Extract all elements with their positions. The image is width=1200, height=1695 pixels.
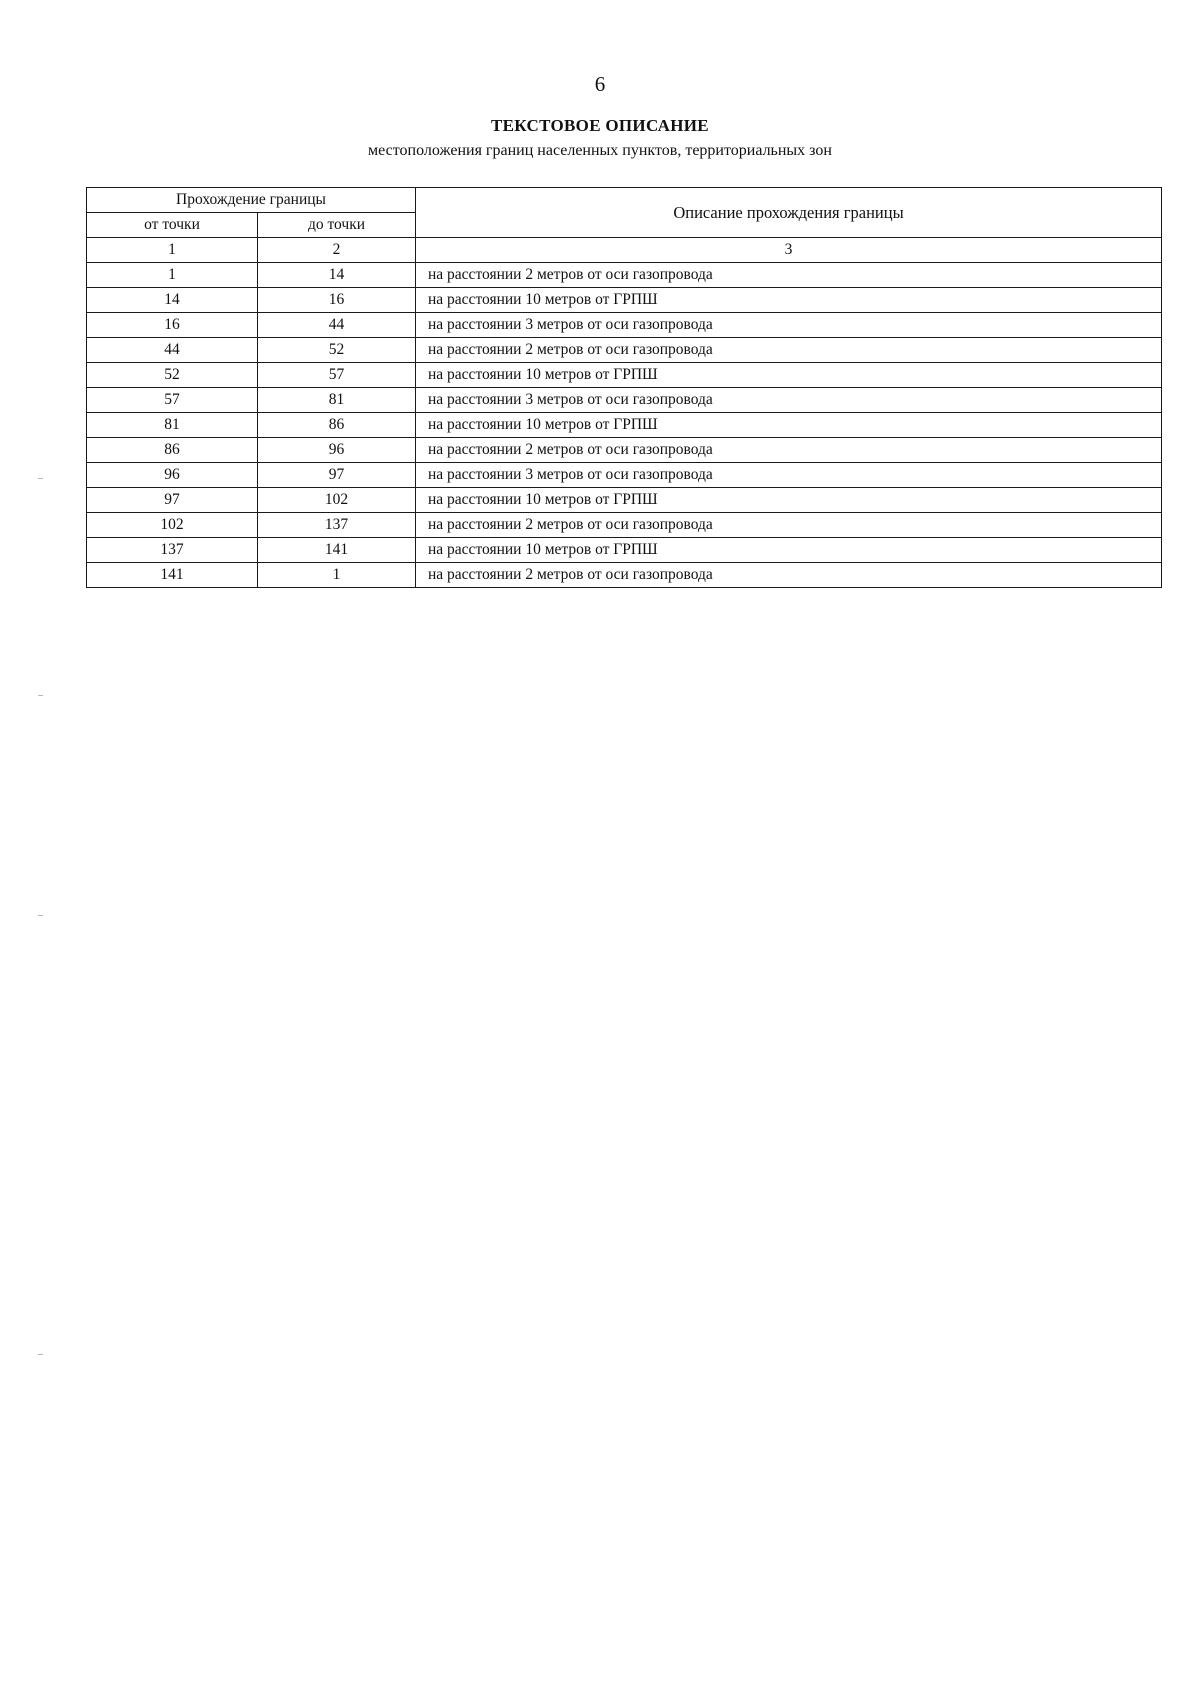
column-number-1: 1 <box>87 238 258 263</box>
header-description: Описание прохождения границы <box>416 188 1162 238</box>
to-point-cell: 1 <box>258 563 416 588</box>
boundary-description-table <box>86 187 1162 588</box>
table-row <box>87 438 1162 463</box>
description-cell: на расстоянии 10 метров от ГРПШ <box>416 288 1162 313</box>
table-row <box>87 388 1162 413</box>
from-point-cell: 14 <box>87 288 258 313</box>
from-point-cell: 44 <box>87 338 258 363</box>
from-point-cell: 1 <box>87 263 258 288</box>
to-point-cell: 52 <box>258 338 416 363</box>
to-point-cell: 81 <box>258 388 416 413</box>
description-cell: на расстоянии 3 метров от оси газопровода <box>416 463 1162 488</box>
scan-margin-mark <box>38 1354 43 1355</box>
scan-margin-mark <box>38 915 43 916</box>
column-number-2: 2 <box>258 238 416 263</box>
to-point-cell: 102 <box>258 488 416 513</box>
page-number: 6 <box>594 72 606 96</box>
to-point-cell: 16 <box>258 288 416 313</box>
from-point-cell: 137 <box>87 538 258 563</box>
table-row <box>87 363 1162 388</box>
description-cell: на расстоянии 10 метров от ГРПШ <box>416 488 1162 513</box>
to-point-cell: 96 <box>258 438 416 463</box>
from-point-cell: 96 <box>87 463 258 488</box>
scan-margin-mark <box>38 695 43 696</box>
from-point-cell: 86 <box>87 438 258 463</box>
from-point-cell: 52 <box>87 363 258 388</box>
table-row <box>87 288 1162 313</box>
document-title: ТЕКСТОВОЕ ОПИСАНИЕ <box>491 116 709 135</box>
from-point-cell: 57 <box>87 388 258 413</box>
description-cell: на расстоянии 2 метров от оси газопровода <box>416 513 1162 538</box>
from-point-cell: 102 <box>87 513 258 538</box>
table-row <box>87 488 1162 513</box>
header-boundary-passage: Прохождение границы <box>87 188 416 213</box>
table-row <box>87 463 1162 488</box>
to-point-cell: 14 <box>258 263 416 288</box>
from-point-cell: 141 <box>87 563 258 588</box>
to-point-cell: 97 <box>258 463 416 488</box>
table-row <box>87 263 1162 288</box>
header-to-point: до точки <box>258 213 416 238</box>
to-point-cell: 57 <box>258 363 416 388</box>
description-cell: на расстоянии 10 метров от ГРПШ <box>416 413 1162 438</box>
table-row <box>87 538 1162 563</box>
description-cell: на расстоянии 2 метров от оси газопровода <box>416 438 1162 463</box>
description-cell: на расстоянии 3 метров от оси газопровода <box>416 313 1162 338</box>
table-body <box>87 263 1162 588</box>
table-row <box>87 563 1162 588</box>
to-point-cell: 137 <box>258 513 416 538</box>
table-row <box>87 338 1162 363</box>
table-row <box>87 313 1162 338</box>
document-subtitle: местоположения границ населенных пунктов, территориальных зон <box>368 142 832 159</box>
description-cell: на расстоянии 2 метров от оси газопровода <box>416 338 1162 363</box>
from-point-cell: 16 <box>87 313 258 338</box>
scan-margin-mark <box>38 478 43 479</box>
description-cell: на расстоянии 3 метров от оси газопровода <box>416 388 1162 413</box>
to-point-cell: 44 <box>258 313 416 338</box>
description-cell: на расстоянии 10 метров от ГРПШ <box>416 538 1162 563</box>
table-row <box>87 513 1162 538</box>
from-point-cell: 97 <box>87 488 258 513</box>
column-number-3: 3 <box>416 238 1162 263</box>
header-from-point: от точки <box>87 213 258 238</box>
table-header <box>87 188 1162 263</box>
to-point-cell: 86 <box>258 413 416 438</box>
description-cell: на расстоянии 2 метров от оси газопровода <box>416 263 1162 288</box>
description-cell: на расстоянии 2 метров от оси газопровода <box>416 563 1162 588</box>
from-point-cell: 81 <box>87 413 258 438</box>
to-point-cell: 141 <box>258 538 416 563</box>
description-cell: на расстоянии 10 метров от ГРПШ <box>416 363 1162 388</box>
table-row <box>87 413 1162 438</box>
